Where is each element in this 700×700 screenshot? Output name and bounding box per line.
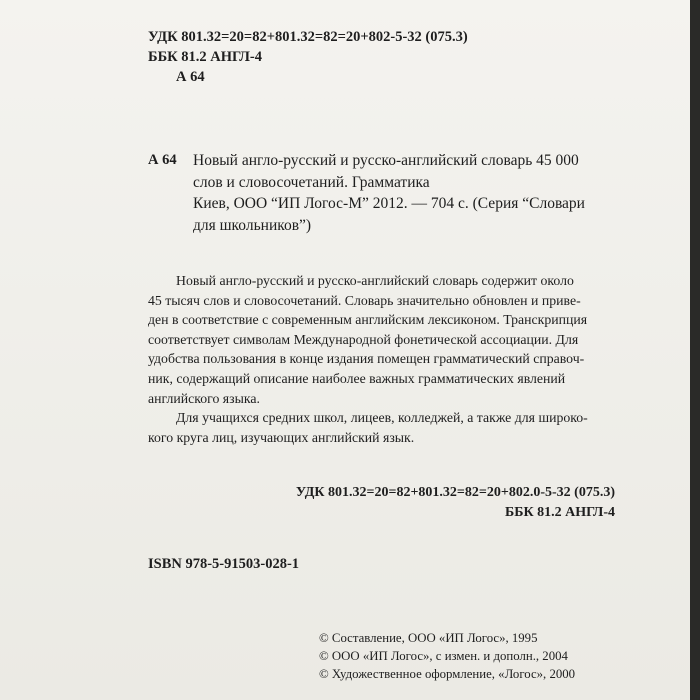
annotation-line: Для учащихся средних школ, лицеев, колледжей, а также для широко- xyxy=(176,410,588,426)
annotation-line: ден в соответствие с современным английским лексиконом. Транскрипция xyxy=(148,312,588,328)
udk-header-block xyxy=(148,27,468,87)
copyright-line: © Составление, ООО «ИП Логос», 1995 xyxy=(319,631,538,645)
bbk-code-bottom: ББК 81.2 АНГЛ-4 xyxy=(504,505,615,520)
annotation-line: ник, содержащий описание наиболее важных грамматических явлений xyxy=(148,370,566,386)
entry-line: слов и словосочетаний. Грамматика xyxy=(193,173,430,191)
annotation-block xyxy=(148,271,614,447)
copyright-block xyxy=(319,629,575,683)
entry-author-mark: А 64 xyxy=(148,152,177,168)
copyright-line: © Художественное оформление, «Логос», 2000 xyxy=(319,667,576,681)
entry-text xyxy=(193,150,618,236)
annotation-line: соответствует символам Международной фонетической ассоциации. Для xyxy=(148,331,579,347)
author-mark: А 64 xyxy=(176,69,205,85)
entry-line: Киев, ООО “ИП Логос-М” 2012. — 704 с. (Серия “Словари xyxy=(193,195,585,212)
isbn: ISBN 978-5-91503-028-1 xyxy=(148,556,300,572)
annotation-line: 45 тысяч слов и словосочетаний. Словарь значительно обновлен и приве- xyxy=(148,292,581,308)
annotation-paragraph-2 xyxy=(148,408,614,447)
annotation-line: удобства пользования в конце издания помещен грамматический справоч- xyxy=(148,351,585,367)
annotation-paragraph-1 xyxy=(148,271,614,408)
udk-footer-block xyxy=(285,483,615,523)
annotation-line: Новый англо-русский и русско-английский словарь содержит около xyxy=(176,273,574,288)
annotation-line: кого круга лиц, изучающих английский язык. xyxy=(148,429,415,445)
annotation-line: английского языка. xyxy=(148,390,260,406)
udk-code: УДК 801.32=20=82+801.32=82=20+802-5-32 (075.3) xyxy=(148,29,468,45)
entry-line: для школьников”) xyxy=(193,216,312,234)
copyright-line: © ООО «ИП Логос», с измен. и дополн., 2004 xyxy=(319,649,568,663)
entry-line: Новый англо-русский и русско-английский словарь 45 000 xyxy=(193,152,579,169)
bbk-code: ББК 81.2 АНГЛ-4 xyxy=(148,49,262,65)
udk-code-bottom: УДК 801.32=20=82+801.32=82=20+802.0-5-32 (075.3) xyxy=(295,485,615,500)
